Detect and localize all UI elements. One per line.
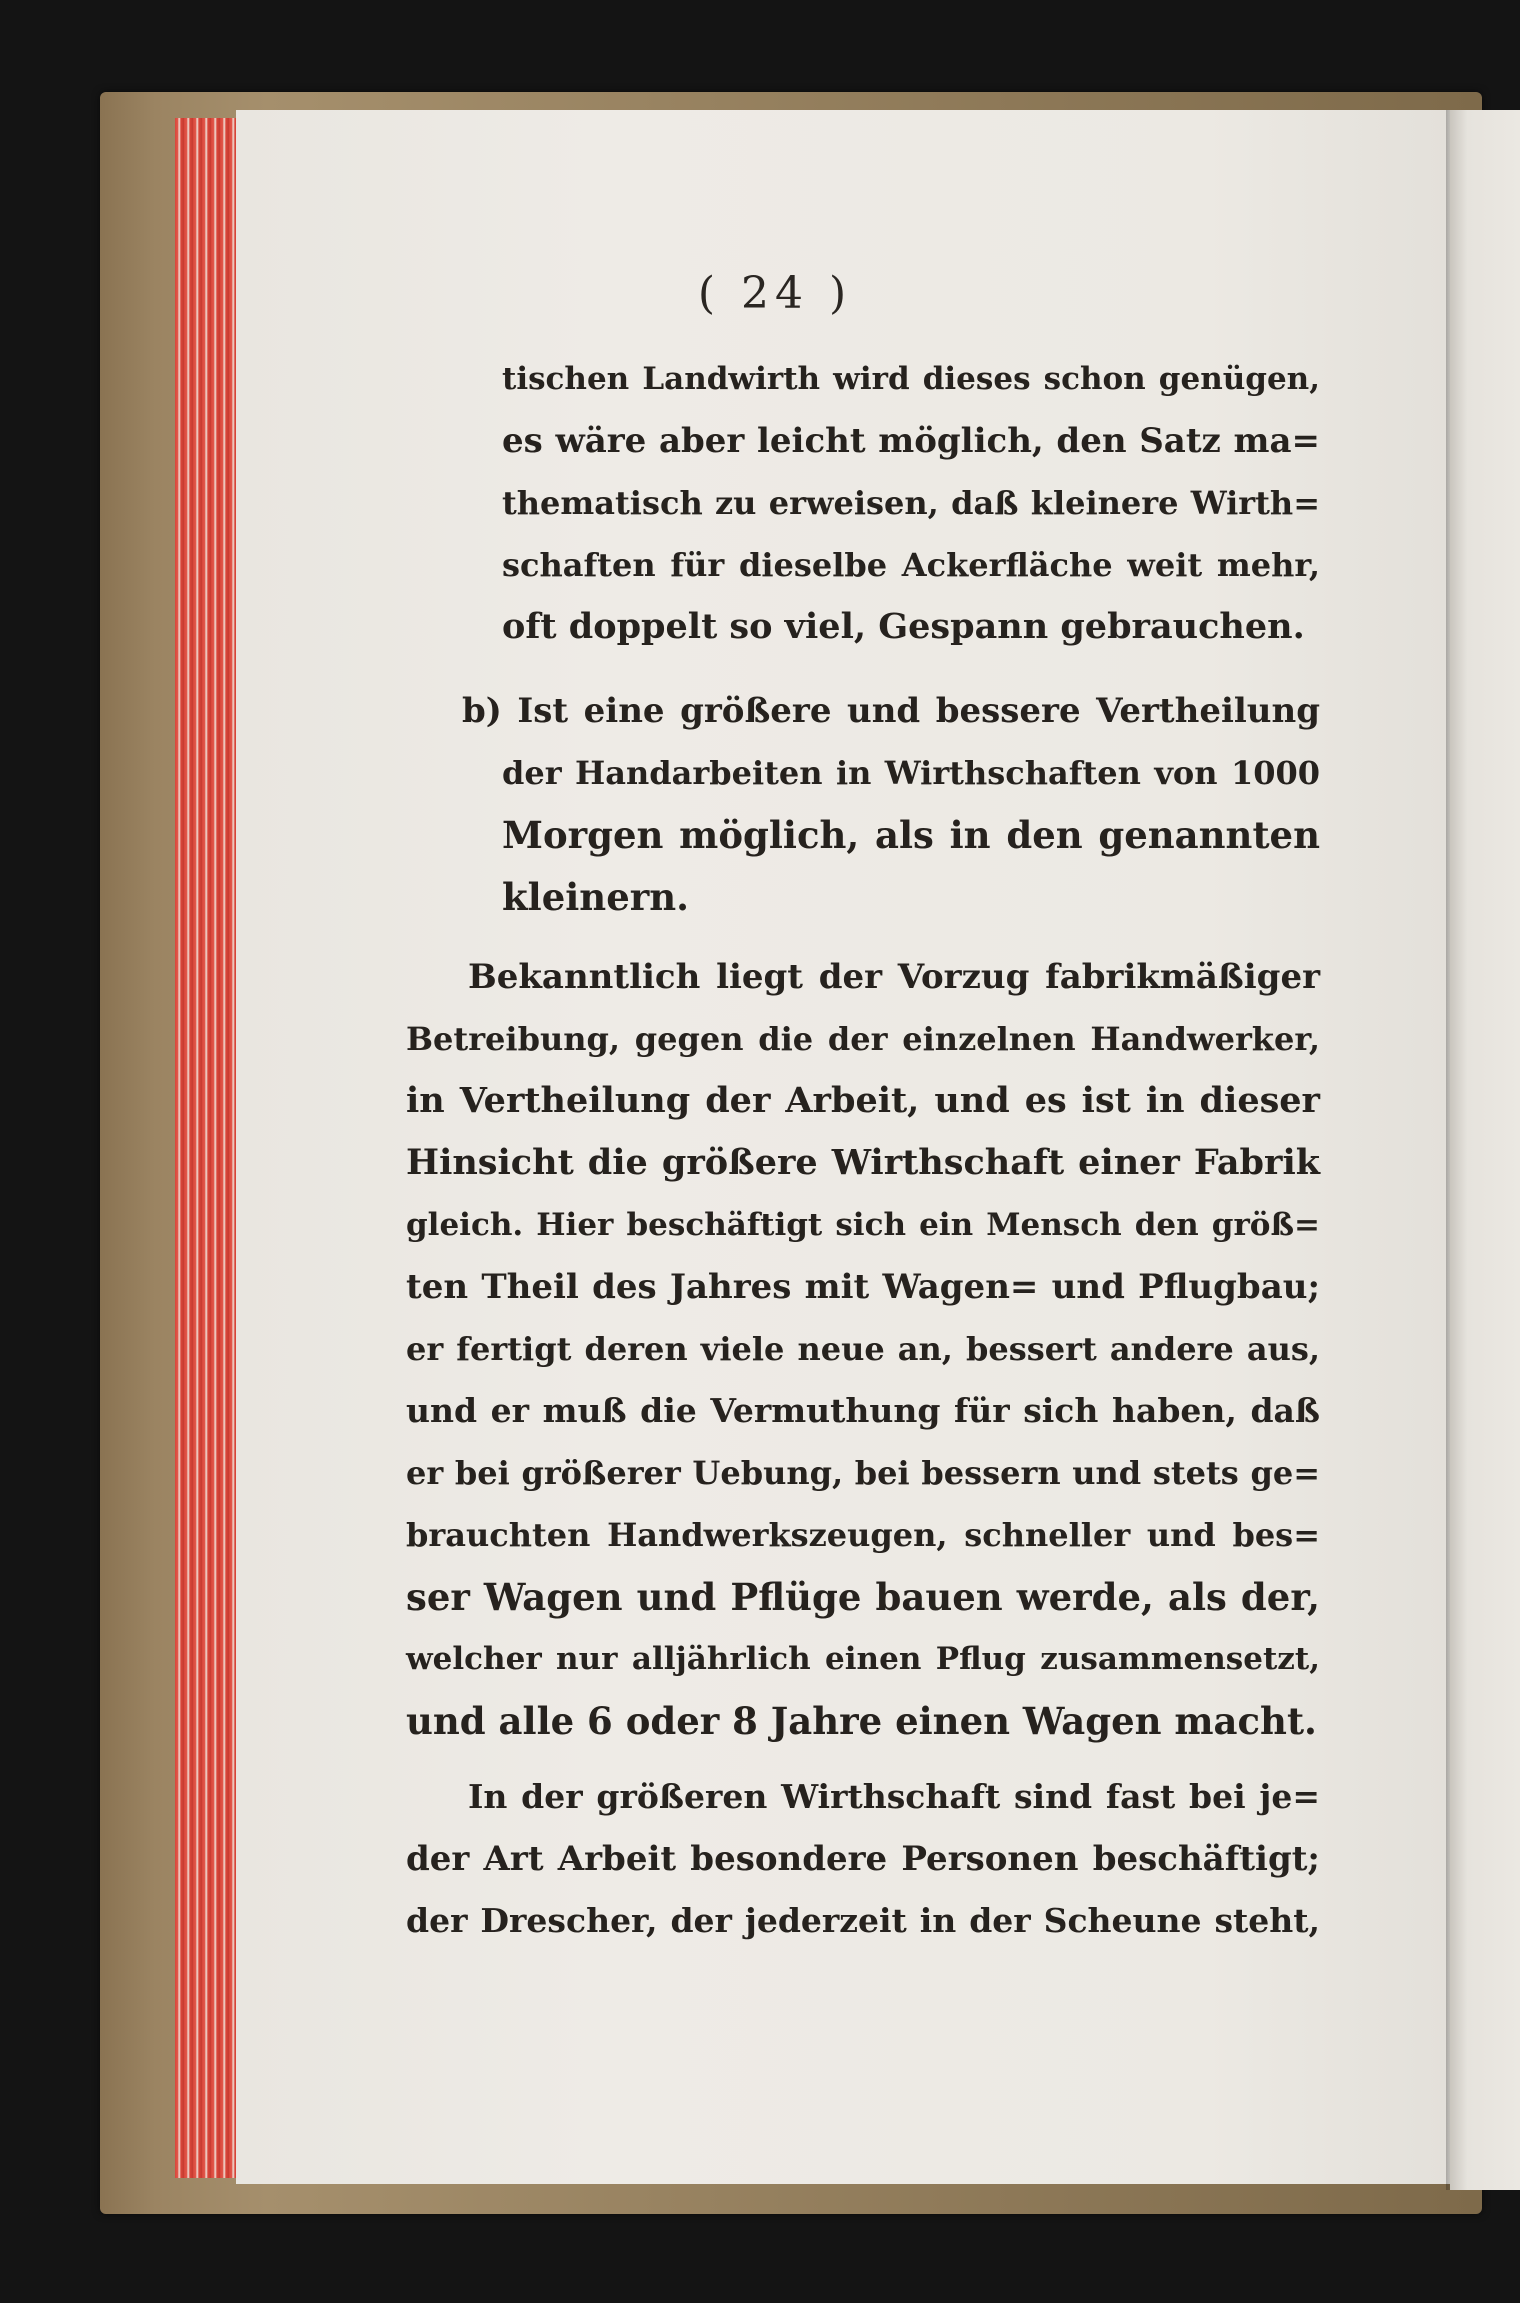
text-line: oft doppelt so viel, Gespann gebrauchen. bbox=[502, 606, 1305, 647]
text-line: brauchten Handwerkszeugen, schneller und bes= bbox=[406, 1516, 1320, 1554]
text-line: der Art Arbeit besondere Personen beschäftigt; bbox=[406, 1839, 1320, 1879]
paragraph-start: In der größeren Wirthschaft sind fast bei je= bbox=[468, 1777, 1320, 1816]
text-line: tischen Landwirth wird dieses schon genügen, bbox=[502, 361, 1320, 397]
text-line: in Vertheilung der Arbeit, und es ist in dieser bbox=[406, 1080, 1320, 1121]
text-line: ser Wagen und Pflüge bauen werde, als der, bbox=[406, 1575, 1320, 1619]
list-item-b: b) Ist eine größere und bessere Vertheilung bbox=[462, 691, 1320, 731]
text-line: der Handarbeiten in Wirthschaften von 1000 bbox=[502, 754, 1320, 792]
text-line: Morgen möglich, als in den genannten bbox=[502, 813, 1320, 857]
text-line: schaften für dieselbe Ackerfläche weit mehr, bbox=[502, 546, 1320, 584]
facing-page-edge bbox=[1450, 110, 1520, 2190]
text-line: und er muß die Vermuthung für sich haben, daß bbox=[406, 1391, 1320, 1430]
text-line: und alle 6 oder 8 Jahre einen Wagen macht. bbox=[406, 1699, 1317, 1743]
text-line: Hinsicht die größere Wirthschaft einer Fabrik bbox=[406, 1142, 1320, 1183]
text-line: Betreibung, gegen die der einzelnen Handwerker, bbox=[406, 1020, 1320, 1058]
text-line: welcher nur alljährlich einen Pflug zusammensetzt, bbox=[406, 1641, 1320, 1677]
text-line: ten Theil des Jahres mit Wagen= und Pflugbau; bbox=[406, 1267, 1320, 1307]
text-line: kleinern. bbox=[502, 875, 690, 919]
text-line: thematisch zu erweisen, daß kleinere Wirth= bbox=[502, 484, 1320, 522]
text-line: der Drescher, der jederzeit in der Scheune steht, bbox=[406, 1901, 1320, 1940]
page-number: ( 24 ) bbox=[697, 268, 853, 319]
paragraph-start: Bekanntlich liegt der Vorzug fabrikmäßiger bbox=[468, 957, 1320, 997]
text-line: er bei größerer Uebung, bei bessern und stets ge= bbox=[406, 1454, 1320, 1492]
text-line: gleich. Hier beschäftigt sich ein Mensch den größ= bbox=[406, 1207, 1320, 1243]
text-line: es wäre aber leicht möglich, den Satz ma= bbox=[502, 421, 1320, 461]
text-line: er fertigt deren viele neue an, bessert andere aus, bbox=[406, 1330, 1320, 1368]
page-edges-red bbox=[175, 118, 237, 2178]
